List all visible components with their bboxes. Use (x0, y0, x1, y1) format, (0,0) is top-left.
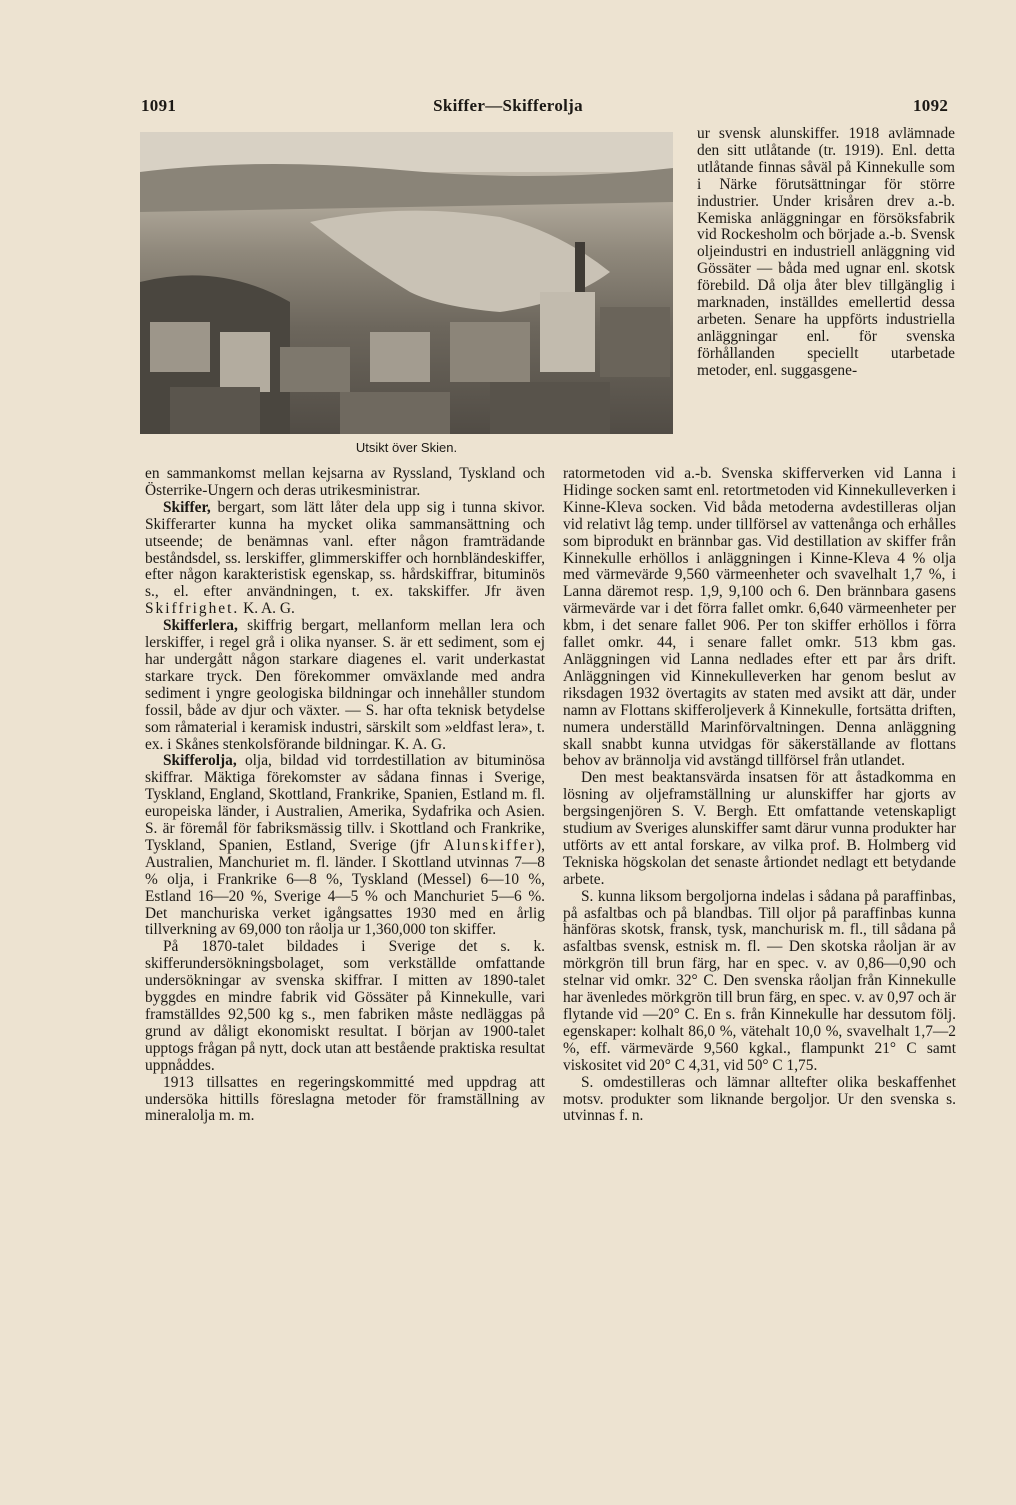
paragraph: ur svensk alunskiffer. 1918 avlämnade den sitt utlåtande (tr. 1919). Enl. detta utlåtande finnas såväl på Kinnekulle som i Närke förutsättningar för större industrier. Under krisåren drev a.-b. Kemiska anläggningar en försöksfabrik vid Rockesholm och började a.-b. Svensk oljeindustri en industriell anläggning vid Gössäter — båda med ugnar enl. skotsk förebild. Då olja åter blev tillgänglig i marknaden, inställdes emellertid dessa arbeten. Senare ha uppförts industriella anläggningar enl. för svenska förhållanden speciellt utarbetade metoder, enl. suggasgene- (697, 125, 955, 379)
right-column (563, 466, 956, 1125)
paragraph: ratormetoden vid a.-b. Svenska skifferverken vid Lanna i Hidinge socken samt enl. retortmetoden vid Kinnekulleverken i Kinne-Kleva socken. Vid båda metoderna avdestilleras oljan vid relativt låg temp. under tillförsel av vattenånga och erhålles som biprodukt en brännbar gas. Vid destillation av skiffer från Kinnekulle erhöllos i anläggningen i Kinne-Kleva 4 % olja med värmevärde 9,560 värmeenheter och svavelhalt 1,7 %, i Lanna däremot resp. 1,9, 9,100 och 6. Den brännbara gasens värmevärde var i det förra fallet omkr. 6,640 värmeenheter per kbm, i det senare fallet 906. Per ton skiffer erhöllos i förra fallet omkr. 44, i senare fallet omkr. 513 kbm gas. Anläggningen vid Lanna nedlades efter ett par års drift. Anläggningen vid Kinnekulleverken har genom beslut av riksdagen 1932 övertagits av staten med avsikt att där, under namn av Flottans skifferoljeverk å Kinnekulle, fortsätta driften, numera underställd Marinförvaltningen. Denna anläggning skall snabbt kunna utvidgas för säkerställande av flottans behov av brännolja vid avstängd tillförsel från utlandet. (563, 465, 956, 770)
cross-reference: Alunskiffer (443, 836, 537, 854)
entry-skifferolja (145, 753, 545, 939)
entry-skifferlera (145, 618, 545, 753)
page-number-right: 1092 (913, 96, 949, 115)
entry-text: olja, bildad vid torrdestillation av bituminösa skiffrar. Mäktiga förekomster av sådana finnas i Sverige, Tyskland, England, Skottland, Frankrike, Spanien, Estland m. fl. europeiska länder, i Australien, Amerika, Sydafrika och Asien. S. är föremål för fabriksmässig tillv. i Skottland och Frankrike, Tyskland, Spanien, Estland, Sverige (jfr (145, 752, 545, 854)
entry-text: ), Australien, Manchuriet m. fl. länder. I Skottland utvinnas 7—8 % olja, i Frankrike 6—8 %, Tyskland (Messel) 6—10 %, Estland 16—20 %, Sverige 4—5 % och Manchuriet 5—6 %. Det manchuriska verket igångsattes 1930 med en årlig tillverkning av 69,000 ton råolja ur 1,360,000 ton skiffer. (145, 836, 545, 939)
paragraph: S. kunna liksom bergoljorna indelas i sådana på paraffinbas, på asfaltbas och på blandbas. Till oljor på paraffinbas kunna hänföras skotsk, fransk, tysk, manchurisk m. fl., till sådana på asfaltbas svensk, estnisk m. fl. — Den skotska råoljan är av mörkgrön till brun färg, har en spec. v. av 0,86—0,90 och stelnar vid omkr. 32° C. Den svenska råoljan från Kinnekulle har ävenledes mörkgrön till brun färg, en spec. v. av 0,97 och är flytande vid —20° C. En s. från Kinnekulle har dessutom följ. egenskaper: kolhalt 86,0 %, vätehalt 10,0 %, svavelhalt 1,7—2 %, eff. värmevärde 9,560 kgkal., flampunkt 21° C samt viskositet vid 20° C 4,31, vid 50° C 1,75. (563, 887, 956, 1074)
paragraph: Den mest beaktansvärda insatsen för att åstadkomma en lösning av oljeframställning ur alunskiffer har gjorts av bergsingenjören S. V. Bergh. Ett omfattande vetenskapligt studium av Sveriges alunskiffer samt därur vunna produkter har utförts av ett antal forskare, av vilka prof. B. Holmberg vid Tekniska högskolan det senaste årtiondet nedlagt ett betydande arbete. (563, 769, 956, 888)
entry-text: skiffrig bergart, mellanform mellan lera och lerskiffer, i regel grå i olika nyanser. S. är ett sediment, som ej har undergått någon starkare diagenes el. varit underkastat starkare tryck. Den förekommer omväxlande med andra sediment i yngre geologiska bildningar och innehåller stundom fossil, både av djur och växter. — S. har ofta teknisk betydelse som råmaterial i keramisk industri, särskilt som »eldfast lera», t. ex. i Skånes stenkolsförande bildningar. K. A. G. (145, 617, 545, 753)
running-title: Skiffer—Skifferolja (433, 96, 583, 115)
photo-caption: Utsikt över Skien. (355, 440, 458, 455)
entry-headword: Skifferolja, (163, 752, 237, 770)
author-signature: K. A. G. (239, 600, 295, 618)
cross-reference: Skiffrighet. (145, 600, 240, 618)
city-view-photo (140, 132, 673, 434)
paragraph: S. omdestilleras och lämnar alltefter olika beskaffenhet motsv. produkter som liknande bergoljor. Ur den svenska s. utvinnas f. n. (563, 1073, 956, 1125)
left-column (145, 466, 545, 1125)
page-number-left: 1091 (141, 96, 177, 115)
entry-text: bergart, som lätt låter dela upp sig i tunna skivor. Skifferarter kunna ha mycket olika sammansättning och utseende; de benämnas vanl. efter någon framträdande beståndsdel, ss. lerskiffer, glimmerskiffer och hornbländeskiffer, efter någon karakteristisk egenskap, ss. hårdskiffrar, bituminös s., el. efter användningen, t. ex. takskiffer. Jfr även (145, 498, 545, 601)
entry-headword: Skiffer, (163, 498, 211, 516)
paragraph: På 1870-talet bildades i Sverige det s. k. skifferundersökningsbolaget, som verkställde omfattande undersökningar av svenska skiffrar. I mitten av 1890-talet byggdes en mindre fabrik vid Gössäter på Kinnekulle, vari framställdes 92,500 kg s., men fabriken måste nedläggas på grund av dåligt ekonomiskt resultat. I början av 1900-talet upptogs frågan på nytt, dock utan att bestående praktiska resultat uppnåddes. (145, 938, 545, 1074)
entry-headword: Skifferlera, (163, 617, 238, 635)
right-column-top (697, 126, 955, 380)
entry-skiffer (145, 500, 545, 618)
paragraph: en sammankomst mellan kejsarna av Ryssland, Tyskland och Österrike-Ungern och deras utrikesministrar. (145, 465, 545, 499)
paragraph: 1913 tillsattes en regeringskommitté med uppdrag att undersöka hittills föreslagna metoder för framställning av mineralolja m. m. (145, 1073, 545, 1125)
